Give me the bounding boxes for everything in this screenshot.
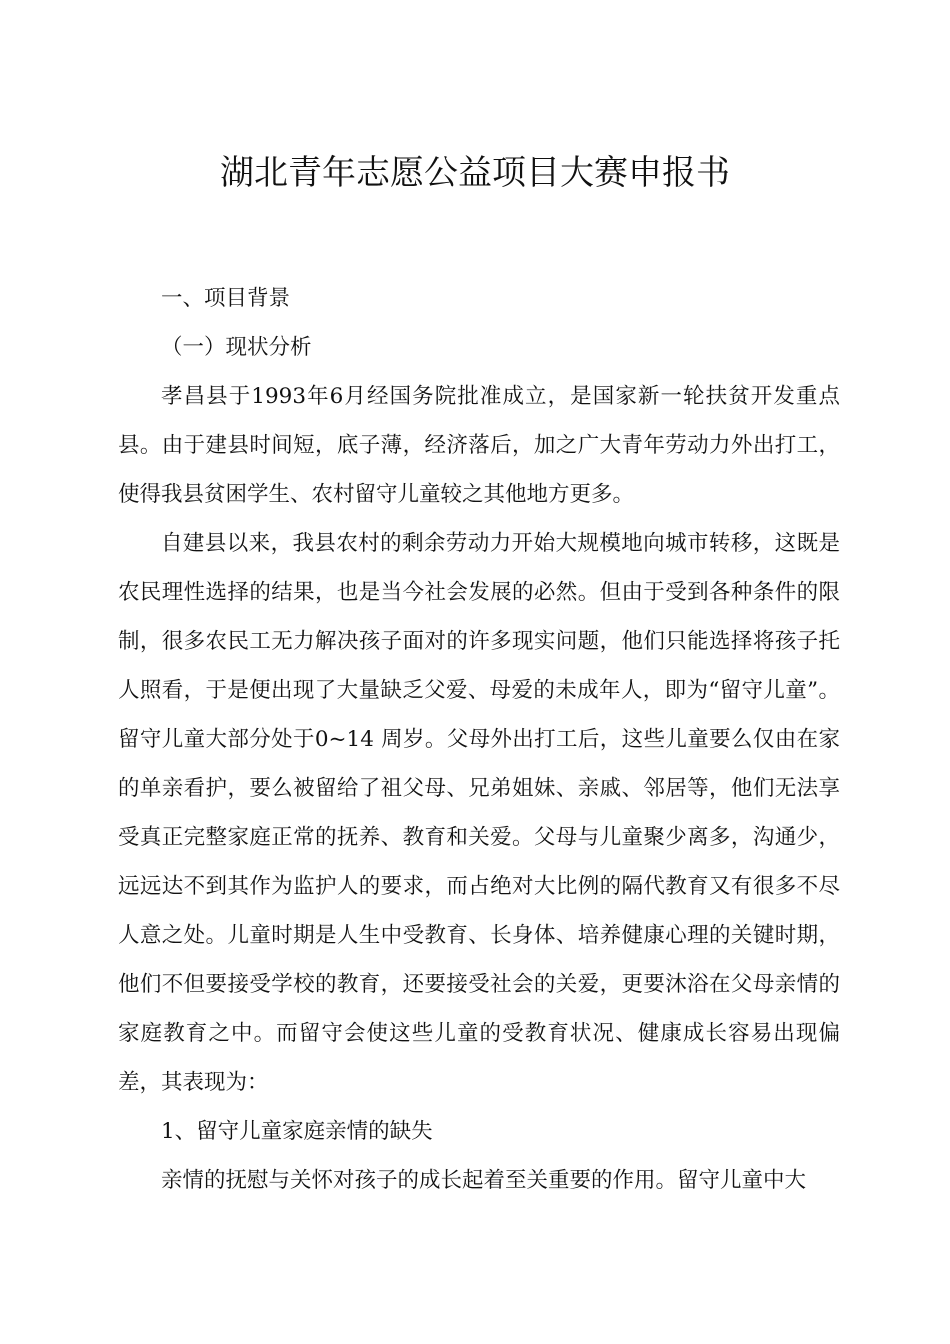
item-heading: 1、留守儿童家庭亲情的缺失 — [161, 1119, 433, 1144]
subsection-heading: （一）现状分析 — [161, 335, 312, 360]
section-heading: 一、项目背景 — [161, 286, 291, 311]
document-body — [118, 274, 840, 1205]
body-paragraph: 亲情的抚慰与关怀对孩子的成长起着至关重要的作用。留守儿童中大 — [161, 1168, 807, 1193]
body-paragraph: 孝昌县于1993年6月经国务院批准成立，是国家新一轮扶贫开发重点县。由于建县时间短，底子薄，经济落后，加之广大青年劳动力外出打工，使得我县贫困学生、农村留守儿童较之其他地方更多。 — [118, 384, 840, 507]
document-title: 湖北青年志愿公益项目大赛申报书 — [220, 153, 730, 193]
body-paragraph: 自建县以来，我县农村的剩余劳动力开始大规模地向城市转移，这既是农民理性选择的结果，也是当今社会发展的必然。但由于受到各种条件的限制，很多农民工无力解决孩子面对的许多现实问题，他们只能选择将孩子托人照看，于是便出现了大量缺乏父爱、母爱的未成年人，即为“留守儿童”。留守儿童大部分处于0~14 周岁。父母外出打工后，这些儿童要么仅由在家的单亲看护，要么被留给了祖父母、兄弟姐妹、亲戚、邻居等，他们无法享受真正完整家庭正常的抚养、教育和关爱。父母与儿童聚少离多，沟通少，远远达不到其作为监护人的要求，而占绝对大比例的隔代教育又有很多不尽人意之处。儿童时期是人生中受教育、长身体、培养健康心理的关键时期，他们不但要接受学校的教育，还要接受社会的关爱，更要沐浴在父母亲情的家庭教育之中。而留守会使这些儿童的受教育状况、健康成长容易出现偏差，其表现为： — [118, 531, 840, 1095]
